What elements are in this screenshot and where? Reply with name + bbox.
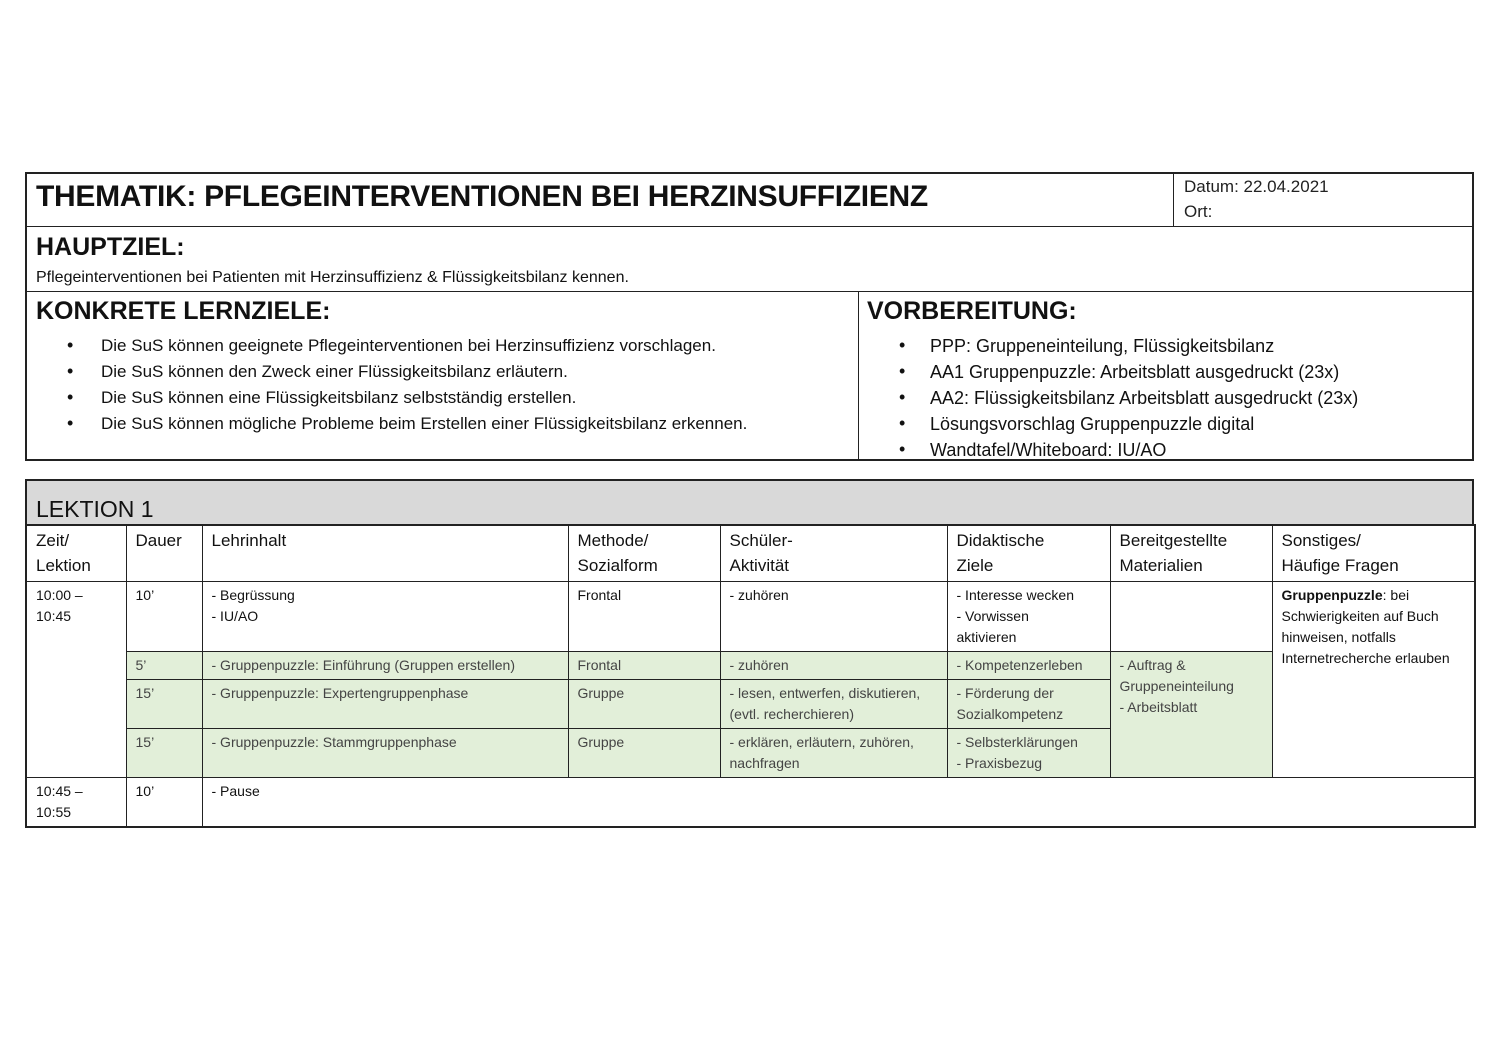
materials-cell: - Auftrag & Gruppeneinteilung - Arbeitsblatt	[1110, 652, 1272, 778]
main-goal-heading: HAUPTZIEL:	[36, 233, 185, 261]
goals-cell: - Kompetenzerleben	[947, 652, 1110, 680]
list-item: • AA1 Gruppenpuzzle: Arbeitsblatt ausgedruckt (23x)	[859, 362, 1358, 388]
goals-cell: - Selbsterklärungen - Praxisbezug	[947, 729, 1110, 778]
list-item: • Die SuS können mögliche Probleme beim Erstellen einer Flüssigkeitsbilanz erkennen.	[27, 414, 747, 440]
goals-cell: - Interesse wecken - Vorwissen aktivieren	[947, 582, 1110, 652]
list-item: • Die SuS können den Zweck einer Flüssigkeitsbilanz erläutern.	[27, 362, 747, 388]
activity-cell: - lesen, entwerfen, diskutieren, (evtl. recherchieren)	[720, 680, 947, 729]
time-cell: 10:45 – 10:55	[26, 778, 126, 828]
table-header-row	[26, 525, 1475, 582]
duration-cell: 5’	[126, 652, 202, 680]
lesson-plan-header-box	[25, 172, 1474, 461]
column-header: Schüler- Aktivität	[720, 525, 947, 582]
column-header: Sonstiges/ Häufige Fragen	[1272, 525, 1475, 582]
column-header: Methode/ Sozialform	[568, 525, 720, 582]
content-cell: - Begrüssung - IU/AO	[202, 582, 568, 652]
preparation-section	[859, 292, 1472, 459]
main-goal-text: Pflegeinterventionen bei Patienten mit Herzinsuffizienz & Flüssigkeitsbilanz kennen.	[36, 269, 629, 286]
column-header: Dauer	[126, 525, 202, 582]
list-item: • Lösungsvorschlag Gruppenpuzzle digital	[859, 414, 1358, 440]
content-cell: - Gruppenpuzzle: Einführung (Gruppen erstellen)	[202, 652, 568, 680]
method-cell: Frontal	[568, 582, 720, 652]
duration-cell: 15’	[126, 729, 202, 778]
activity-cell: - zuhören	[720, 582, 947, 652]
activity-cell: - erklären, erläutern, zuhören, nachfragen	[720, 729, 947, 778]
materials-cell	[1110, 582, 1272, 652]
activity-cell: - zuhören	[720, 652, 947, 680]
date-location-cell	[1173, 174, 1473, 226]
table-row	[26, 652, 1475, 680]
preparation-list	[859, 336, 1358, 466]
learning-goals-heading: KONKRETE LERNZIELE:	[36, 297, 331, 325]
duration-cell: 10’	[126, 582, 202, 652]
column-header: Zeit/ Lektion	[26, 525, 126, 582]
title-row	[27, 174, 1472, 227]
date-label: Datum: 22.04.2021	[1184, 177, 1329, 196]
table-row	[26, 778, 1475, 828]
column-header: Lehrinhalt	[202, 525, 568, 582]
list-item: • Die SuS können geeignete Pflegeinterventionen bei Herzinsuffizienz vorschlagen.	[27, 336, 747, 362]
learning-goals-section	[27, 292, 859, 459]
column-header: Didaktische Ziele	[947, 525, 1110, 582]
learning-goals-list	[27, 336, 747, 440]
duration-cell: 10’	[126, 778, 202, 828]
list-item: • Wandtafel/Whiteboard: IU/AO	[859, 440, 1358, 466]
content-cell: - Pause	[202, 778, 1475, 828]
goals-preparation-row	[27, 292, 1472, 459]
method-cell: Gruppe	[568, 680, 720, 729]
location-label: Ort:	[1184, 202, 1213, 221]
column-header: Bereitgestellte Materialien	[1110, 525, 1272, 582]
lesson-title: LEKTION 1	[36, 496, 154, 522]
list-item: • Die SuS können eine Flüssigkeitsbilanz selbstständig erstellen.	[27, 388, 747, 414]
notes-cell: Gruppenpuzzle: bei Schwierigkeiten auf Buch hinweisen, notfalls Internetrecherche erlauben	[1272, 582, 1475, 778]
method-cell: Frontal	[568, 652, 720, 680]
method-cell: Gruppe	[568, 729, 720, 778]
time-cell: 10:00 – 10:45	[26, 582, 126, 778]
lesson-table	[25, 524, 1476, 828]
goals-cell: - Förderung der Sozialkompetenz	[947, 680, 1110, 729]
page-title: THEMATIK: PFLEGEINTERVENTIONEN BEI HERZINSUFFIZIENZ	[36, 180, 928, 213]
list-item: • AA2: Flüssigkeitsbilanz Arbeitsblatt ausgedruckt (23x)	[859, 388, 1358, 414]
content-cell: - Gruppenpuzzle: Stammgruppenphase	[202, 729, 568, 778]
list-item: • PPP: Gruppeneinteilung, Flüssigkeitsbilanz	[859, 336, 1358, 362]
content-cell: - Gruppenpuzzle: Expertengruppenphase	[202, 680, 568, 729]
duration-cell: 15’	[126, 680, 202, 729]
main-goal-section	[27, 227, 1472, 292]
preparation-heading: VORBEREITUNG:	[867, 297, 1077, 325]
lesson-header-bar	[25, 479, 1474, 525]
table-row	[26, 582, 1475, 652]
